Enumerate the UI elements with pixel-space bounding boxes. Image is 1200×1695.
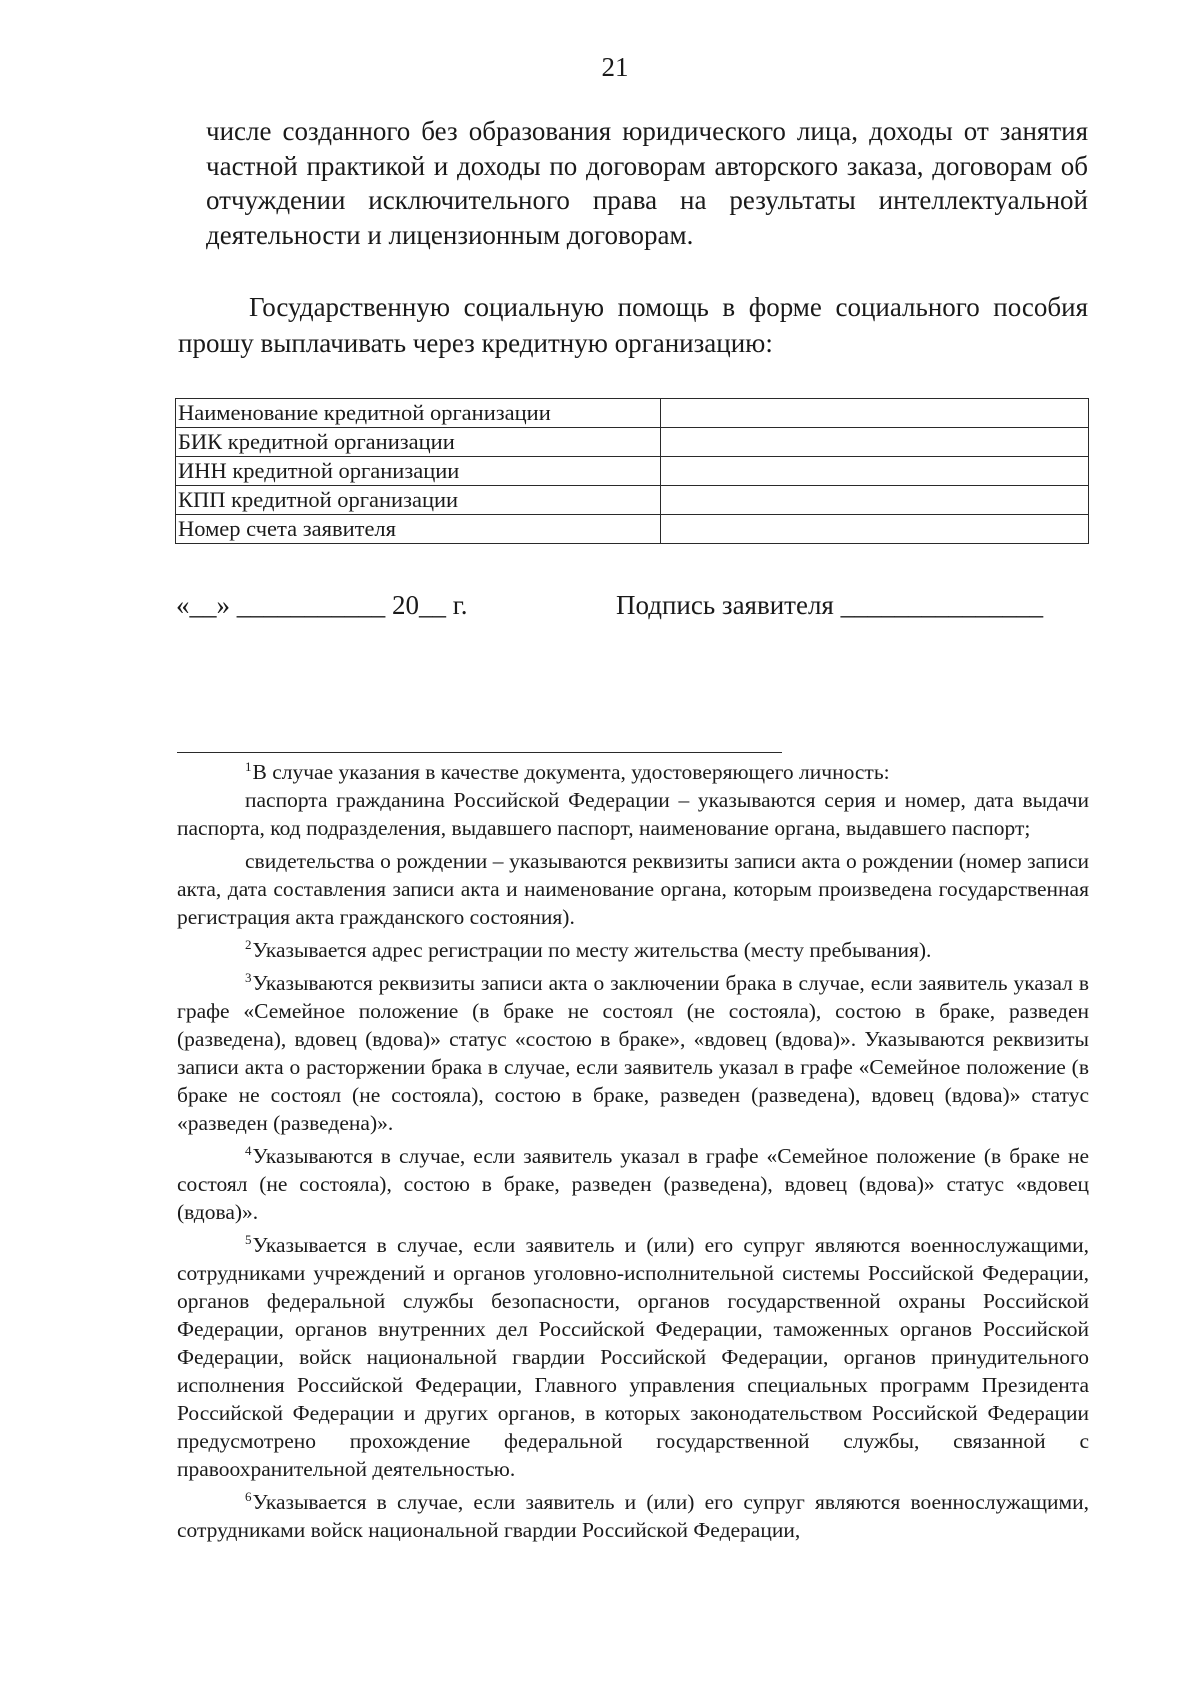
footnotes-block <box>177 758 1089 1549</box>
footnote-paragraph <box>177 1488 1089 1544</box>
footnote-text: Указывается адрес регистрации по месту жительства (месту пребывания). <box>252 938 932 962</box>
footnote-text: паспорта гражданина Российской Федерации – указываются серия и номер, дата выдачи паспорта, код подразделения, выдавшего паспорт, наименование органа, выдавшего паспорт; <box>177 788 1089 840</box>
bank-field-label: Наименование кредитной организации <box>176 399 661 428</box>
table-row <box>176 399 1089 428</box>
bank-field-label: КПП кредитной организации <box>176 486 661 515</box>
footnote-paragraph <box>177 786 1089 842</box>
footnote-paragraph <box>177 847 1089 931</box>
footnote-mark: 6 <box>245 1489 252 1504</box>
bank-field-value[interactable] <box>661 399 1089 428</box>
footnote-text: Указываются реквизиты записи акта о заключении брака в случае, если заявитель указал в графе «Семейное положение (в браке не состоял (не состояла), состою в браке, разведен (разведена), вдовец (вдова)» статус «состою в браке», «вдовец (вдова)». Указываются реквизиты записи акта о расторжении брака в случае, если заявитель указал в графе «Семейное положение (в браке не состоял (не состояла), состою в браке, разведен (разведена), вдовец (вдова)» статус «разведен (разведена)». <box>177 971 1089 1135</box>
bank-field-value[interactable] <box>661 486 1089 515</box>
footnote-paragraph <box>177 1142 1089 1226</box>
footnote-paragraph <box>177 969 1089 1137</box>
footnote-mark: 1 <box>245 759 252 774</box>
footnote-paragraph <box>177 1231 1089 1483</box>
footnote-separator <box>177 752 782 753</box>
page-number: 21 <box>601 52 629 82</box>
footnote-text: Указывается в случае, если заявитель и (или) его супруг являются военнослужащими, сотрудниками войск национальной гвардии Российской Федерации, <box>177 1490 1089 1542</box>
bank-field-value[interactable] <box>661 428 1089 457</box>
footnote-paragraph <box>177 758 1089 786</box>
bank-field-value[interactable] <box>661 515 1089 544</box>
bank-details-table <box>175 398 1089 544</box>
signature-line: Подпись заявителя _______________ <box>616 590 1044 620</box>
footnote-mark: 4 <box>245 1143 252 1158</box>
footnote-mark: 2 <box>245 937 252 952</box>
table-row <box>176 428 1089 457</box>
payment-request-paragraph: Государственную социальную помощь в форме социального пособия прошу выплачивать через кредитную организацию: <box>178 292 1088 358</box>
table-row <box>176 515 1089 544</box>
footnote-mark: 5 <box>245 1232 252 1247</box>
table-row <box>176 486 1089 515</box>
footnote-mark: 3 <box>245 970 252 985</box>
footnote-text: В случае указания в качестве документа, удостоверяющего личность: <box>252 760 890 784</box>
footnote-text: Указываются в случае, если заявитель указал в графе «Семейное положение (в браке не состоял (не состояла), состою в браке, разведен (разведена), вдовец (вдова)» статус «вдовец (вдова)». <box>177 1144 1089 1224</box>
bank-field-value[interactable] <box>661 457 1089 486</box>
footnote-text: свидетельства о рождении – указываются реквизиты записи акта о рождении (номер записи акта, дата составления записи акта и наименование органа, которым произведена государственная регистрация акта гражданского состояния). <box>177 849 1089 929</box>
bank-field-label: ИНН кредитной организации <box>176 457 661 486</box>
bank-field-label: БИК кредитной организации <box>176 428 661 457</box>
table-row <box>176 457 1089 486</box>
continuation-paragraph: числе созданного без образования юридического лица, доходы от занятия частной практикой и доходы по договорам авторского заказа, договорам об отчуждении исключительного права на результаты интеллектуальной деятельности и лицензионным договорам. <box>206 116 1088 250</box>
footnote-text: Указывается в случае, если заявитель и (или) его супруг являются военнослужащими, сотрудниками учреждений и органов уголовно-исполнительной системы Российской Федерации, органов федеральной службы безопасности, органов государственной охраны Российской Федерации, органов внутренних дел Российской Федерации, таможенных органов Российской Федерации, войск национальной гвардии Российской Федерации, органов принудительного исполнения Российской Федерации, Главного управления специальных программ Президента Российской Федерации и других органов, в которых законодательством Российской Федерации предусмотрено прохождение федеральной государственной службы, связанной с правоохранительной деятельностью. <box>177 1233 1089 1481</box>
date-line: «__» ___________ 20__ г. <box>176 590 468 620</box>
footnote-paragraph <box>177 936 1089 964</box>
bank-field-label: Номер счета заявителя <box>176 515 661 544</box>
